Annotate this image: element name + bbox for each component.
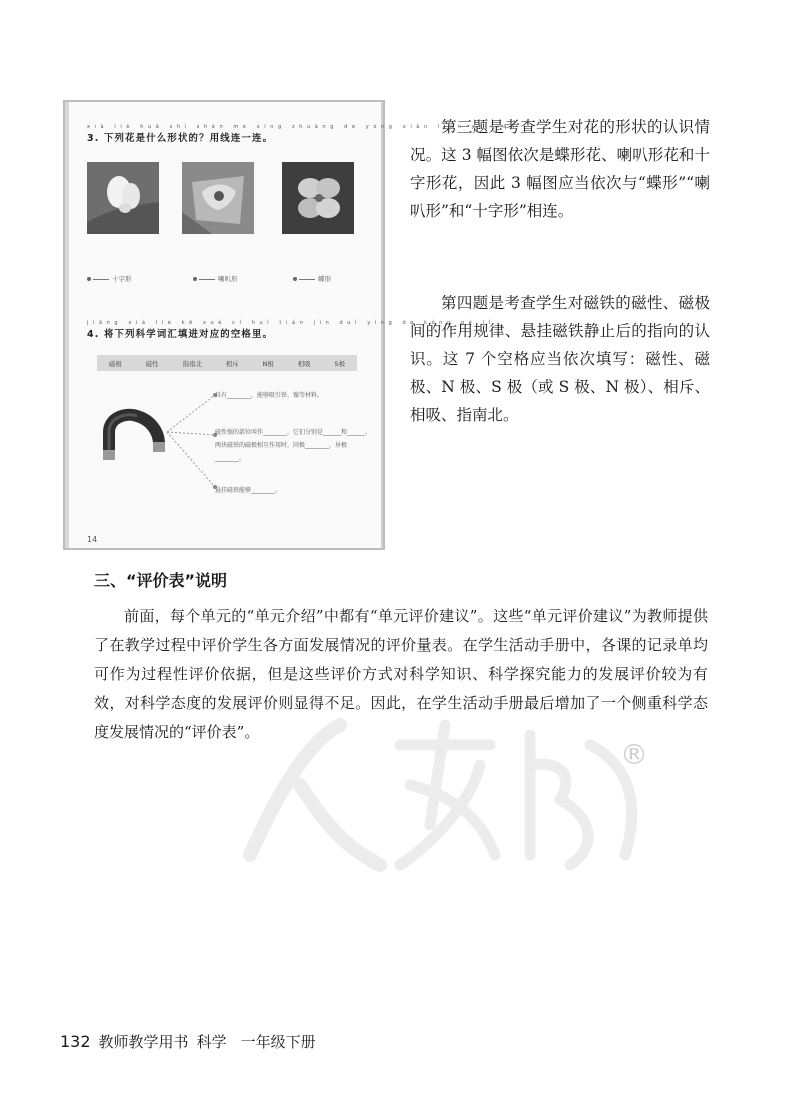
workbook-page-image	[63, 100, 519, 550]
flower-images	[87, 162, 377, 242]
word-bank-item: 磁性	[145, 359, 159, 368]
option-cross-shape: 十字形	[87, 274, 132, 283]
section-body-text: 前面，每个单元的“单元介绍”中都有“单元评价建议”。这些“单元评价建议”为教师提供了在教学过程中评价学生各方面发展情况的评价量表。在学生活动手册中，各课的记录单均可作为过程性评价依据，但是这些评价方式对科学知识、科学探究能力的发展评价较为有效，对科学态度的发展评价则显得不足。因此，在学生活动手册最后增加了一个侧重科学态度发展情况的“评价表”。	[94, 607, 708, 741]
word-bank-item: 磁极	[108, 359, 122, 368]
word-bank-item: N极	[262, 359, 274, 368]
connect-dot-icon	[193, 277, 197, 281]
subject-label: 科学	[196, 1033, 227, 1051]
word-bank-item: 指南北	[182, 359, 202, 368]
explanation-question-3: 第三题是考查学生对花的形状的认识情况。这 3 幅图依次是蝶形花、喇叭形花和十字形花，因此 3 幅图应当依次与“蝶形”“喇叭形”和“十字形”相连。	[410, 118, 710, 220]
cross-flower-photo	[282, 162, 354, 234]
connect-dot-icon	[87, 277, 91, 281]
section-heading: 三、“评价表”说明	[94, 571, 228, 590]
option-trumpet-shape: 喇叭形	[193, 274, 238, 283]
connector-lines	[165, 387, 217, 497]
grade-label: 一年级下册	[240, 1033, 316, 1051]
connect-dot-icon	[293, 277, 297, 281]
word-bank	[97, 355, 357, 371]
page-footer	[60, 1031, 316, 1052]
option-butterfly-shape: 蝶形	[293, 274, 331, 283]
explanation-question-4: 第四题是考查学生对磁铁的磁性、磁极间的作用规律、悬挂磁铁静止后的指向的认识。这 7 个空格应当依次填写：磁性、磁极、N 极、S 极（或 S 极、N 极）、相斥、相吸、指南北。	[410, 294, 710, 424]
page-spine	[65, 102, 69, 548]
trumpet-flower-photo	[182, 162, 254, 234]
question-3-title: 3. 下列花是什么形状的？用线连一连。	[87, 133, 274, 144]
registered-mark: ®	[620, 738, 648, 771]
fill-blank-2: 磁性强的部位叫作________，它们分别是______和______。两块磁铁的磁极相互作用时，同极________，异极________。	[215, 429, 372, 462]
question-4-title: 4. 将下列科学词汇填进对应的空格里。	[87, 329, 274, 340]
page-number: 132	[60, 1032, 91, 1051]
fill-blank-1: 具有________，能够吸引铁、镍等材料。	[215, 392, 324, 399]
word-bank-item: 相斥	[225, 359, 239, 368]
book-title: 教师教学用书	[98, 1033, 189, 1051]
workbook-page-number: 14	[87, 535, 98, 544]
question-3-pinyin: xià liè huā shì shén me xíng zhuàng de yòng xiàn lián yi lián	[87, 124, 519, 130]
fill-blank-3: 悬挂磁铁能够________。	[215, 487, 282, 494]
word-bank-item: S极	[334, 359, 346, 368]
question-4-pinyin: jiāng xià liè kē xué cí huì tián jìn duì yìng de kòng gé lǐ	[87, 320, 495, 326]
horseshoe-magnet-image	[101, 410, 167, 462]
word-bank-item: 相吸	[297, 359, 311, 368]
butterfly-flower-photo	[87, 162, 159, 234]
